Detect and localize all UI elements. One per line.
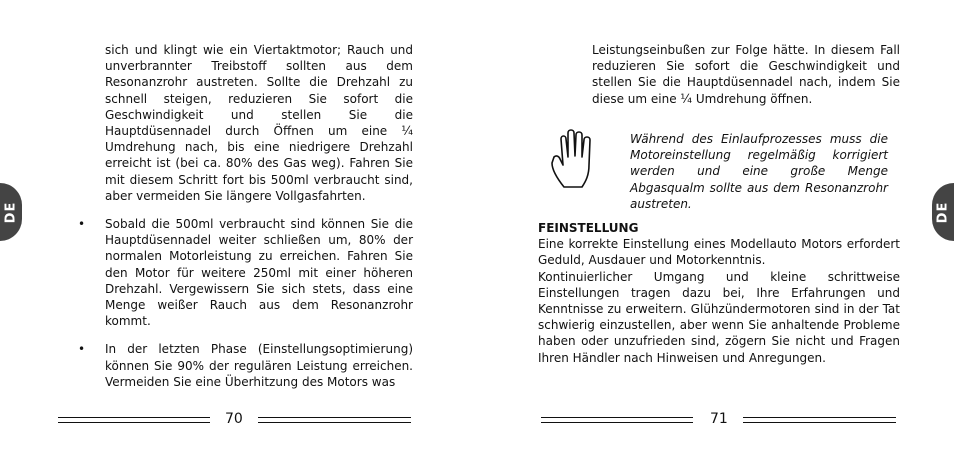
left-page-text (78, 42, 413, 390)
footer-rule-right (258, 417, 411, 423)
right-paragraph: Leistungseinbußen zur Folge hätte. In diesem Fall reduzieren Sie sofort die Geschwindigkeit und stellen Sie die Hauptdüsennadel nach, indem Sie diese um eine ¼ Umdrehung öffnen. (592, 43, 900, 106)
page-number-right: 71 (710, 411, 728, 427)
bullet-item (78, 216, 413, 329)
bullet-item (78, 341, 413, 390)
footer-rule-left (58, 417, 210, 423)
body-paragraph-2: Kontinuierlicher Umgang und kleine schrittweise Einstellungen tragen dazu bei, Ihre Erfahrungen und Kenntnisse zu erweitern. Glühzündermotoren sind in der Tat schwierig einzustellen, aber wenn Sie anhaltende Probleme haben oder unzufrieden sind, zögern Sie nicht und Fragen Ihren Händler nach Hinweisen und Anregungen. (538, 269, 900, 365)
right-intro (592, 42, 900, 107)
right-body (538, 220, 900, 366)
body-paragraph-1: Eine korrekte Einstellung eines Modellauto Motors erfordert Geduld, Ausdauer und Motorkenntnis. (538, 237, 900, 268)
language-tab-right-label: DE (935, 201, 951, 223)
bullet-text: Sobald die 500ml verbraucht sind können Sie die Hauptdüsennadel weiter schließen um, 80% der normalen Motorleistung zu erreichen. Fahren Sie den Motor für weitere 250ml mit einer höheren Drehzahl. Vergewissern Sie sich stets, dass eine Menge weißer Rauch aus dem Resonanzrohr kommt. (105, 217, 413, 329)
note-text: Während des Einlaufprozesses muss die Motoreinstellung regelmäßig korrigiert werden und eine große Menge Abgasqualm sollte aus dem Resonanzrohr austreten. (630, 132, 888, 211)
footer-rule-right (743, 417, 896, 423)
language-tab-left (0, 183, 22, 241)
bullet-text: In der letzten Phase (Einstellungsoptimierung) können Sie 90% der regulären Leistung erreichen. Vermeiden Sie eine Überhitzung des Motors was (105, 342, 413, 389)
bullet-mark: • (78, 217, 86, 232)
section-heading: FEINSTELLUNG (538, 221, 639, 235)
hand-icon (548, 127, 604, 191)
footer-rule-left (541, 417, 693, 423)
language-tab-right (932, 183, 954, 241)
language-tab-left-label: DE (3, 201, 19, 223)
page-number-left: 70 (225, 411, 243, 427)
left-paragraph: sich und klingt wie ein Viertaktmotor; Rauch und unverbrannter Treibstoff sollten aus dem Resonanzrohr austreten. Sollte die Drehzahl zu schnell steigen, reduzieren Sie sofort die Geschwindigkeit und stellen Sie die Hauptdüsennadel durch Öffnen um eine ¼ Umdrehung nach, bis eine niedrigere Drehzahl erreicht ist (bei ca. 80% des Gas weg). Fahren Sie mit diesem Schritt fort bis 500ml verbraucht sind, aber vermeiden Sie längere Vollgasfahrten. (105, 43, 413, 203)
bullet-mark: • (78, 342, 86, 357)
